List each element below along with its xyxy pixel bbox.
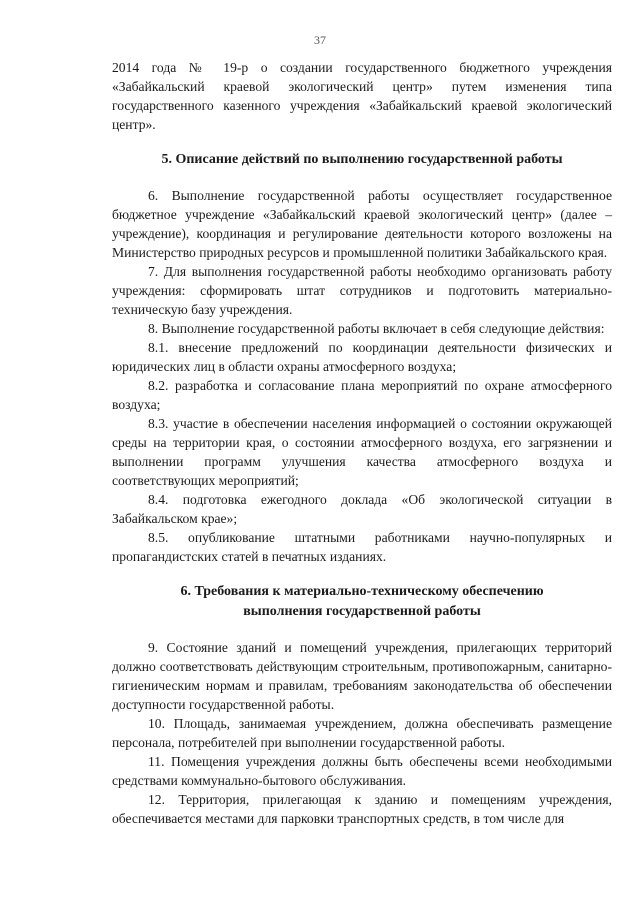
document-body	[112, 58, 612, 828]
paragraph-8-1: 8.1. внесение предложений по координации деятельности физических и юридических лиц в области охраны атмосферного воздуха;	[112, 340, 612, 374]
paragraph-11: 11. Помещения учреждения должны быть обеспечены всеми необходимыми средствами коммунально-бытового обслуживания.	[112, 754, 612, 788]
paragraph-10: 10. Площадь, занимаемая учреждением, должна обеспечивать размещение персонала, потребителей при выполнении государственной работы.	[112, 716, 612, 750]
paragraph-6: 6. Выполнение государственной работы осуществляет государственное бюджетное учреждение «Забайкальский краевой экологический центр» (далее – учреждение), координация и регулирование деятельности которого возложены на Министерство природных ресурсов и промышленной политики Забайкальского края.	[112, 188, 612, 260]
section-5-heading: 5. Описание действий по выполнению государственной работы	[161, 152, 563, 167]
paragraph-8-4: 8.4. подготовка ежегодного доклада «Об экологической ситуации в Забайкальском крае»;	[112, 492, 612, 526]
page-number: 37	[314, 33, 326, 47]
section-6-heading-line-2: выполнения государственной работы	[243, 604, 481, 619]
section-6-heading-line-1: 6. Требования к материально-техническому обеспечению	[180, 584, 544, 599]
paragraph-12: 12. Территория, прилегающая к зданию и помещениям учреждения, обеспечивается местами для парковки транспортных средств, в том числе для	[112, 792, 612, 826]
paragraph-7: 7. Для выполнения государственной работы необходимо организовать работу учреждения: сформировать штат сотрудников и подготовить материально-техническую базу учреждения.	[112, 264, 612, 317]
paragraph-8-2: 8.2. разработка и согласование плана мероприятий по охране атмосферного воздуха;	[112, 378, 612, 412]
intro-paragraph: 2014 года № 19-р о создании государственного бюджетного учреждения «Забайкальский краевой экологический центр» путем изменения типа государственного казенного учреждения «Забайкальский краевой экологический центр».	[112, 60, 612, 132]
paragraph-9: 9. Состояние зданий и помещений учреждения, прилегающих территорий должно соответствовать действующим строительным, противопожарным, санитарно-гигиеническим нормам и правилам, требованиям законодательства об обеспечении доступности государственной работы.	[112, 640, 612, 712]
paragraph-8-5: 8.5. опубликование штатными работниками научно-популярных и пропагандистских статей в печатных изданиях.	[112, 530, 612, 564]
paragraph-8: 8. Выполнение государственной работы включает в себя следующие действия:	[148, 321, 605, 336]
paragraph-8-3: 8.3. участие в обеспечении населения информацией о состоянии окружающей среды на территории края, о состоянии атмосферного воздуха, его загрязнении и выполнении программ улучшения качества атмосферного воздуха и соответствующих мероприятий;	[112, 416, 612, 488]
